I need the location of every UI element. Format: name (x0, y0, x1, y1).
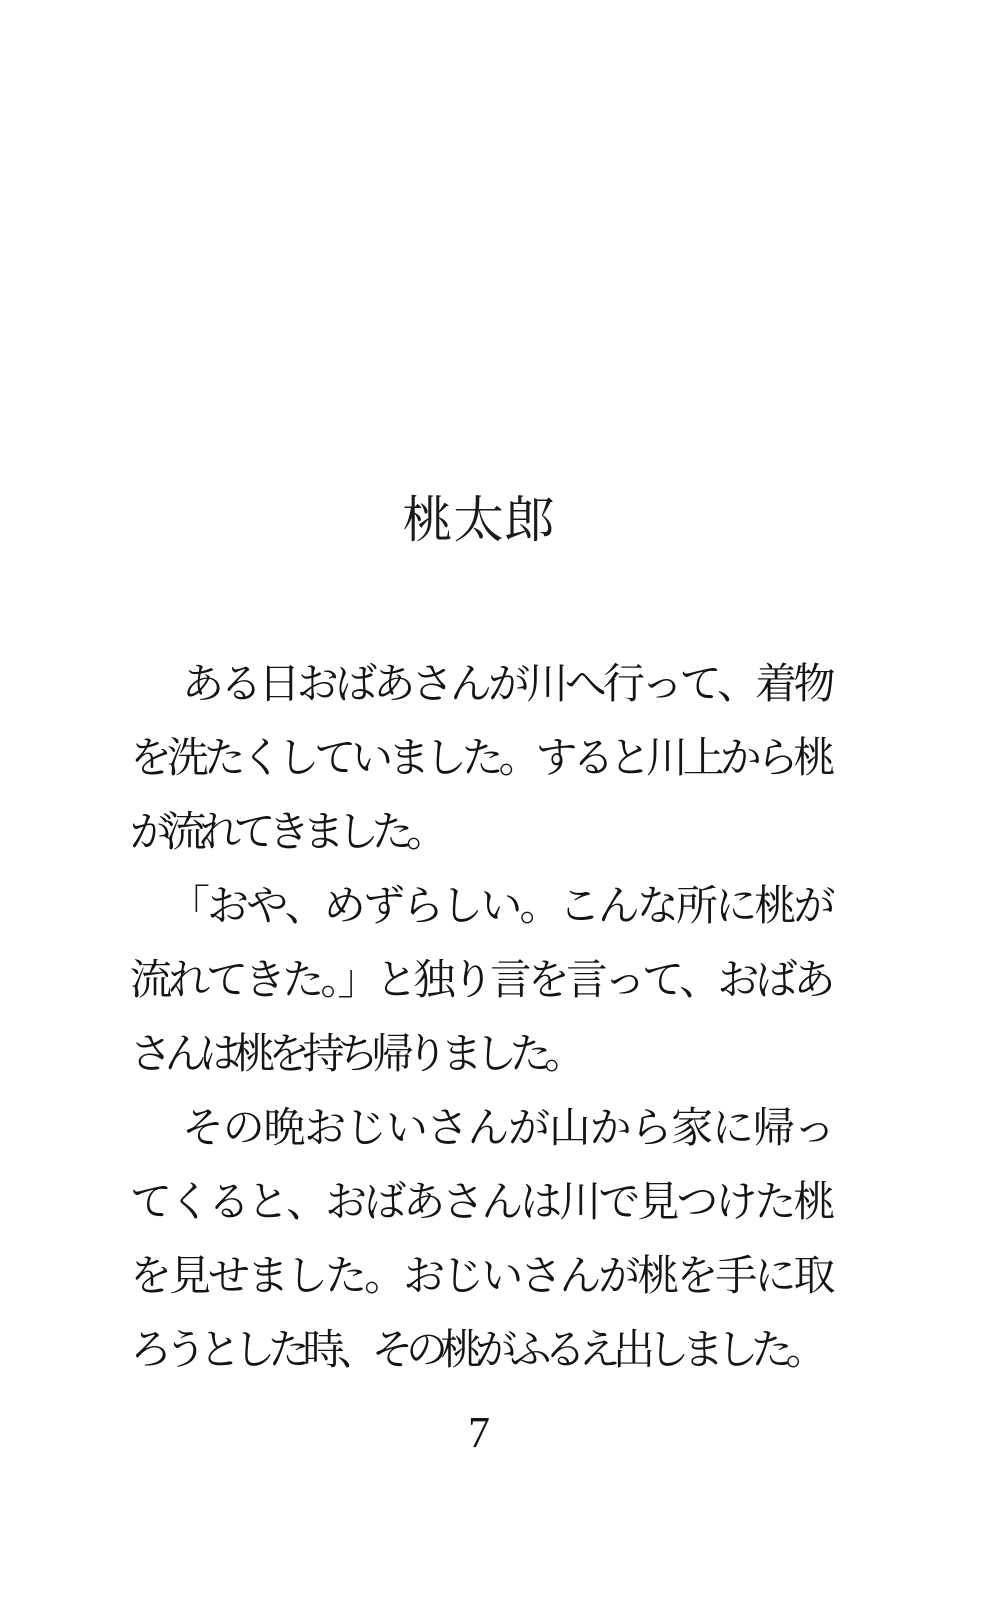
page-title: 桃太郎 (402, 492, 556, 548)
story-line: を洗たくしていました。すると川上から桃 (130, 736, 828, 782)
story-line: ろうとした時、その桃がふるえ出しました。 (130, 1328, 821, 1374)
story-line: その晩おじいさんが山から家に帰っ (182, 1106, 828, 1152)
story-line: 「おや、めずらしい。こんな所に桃が (168, 884, 828, 930)
story-line: ある日おばあさんが川へ行って、着物 (182, 662, 828, 708)
story-line: てくると、おばあさんは川で見つけた桃 (130, 1180, 828, 1226)
story-text (130, 648, 828, 1388)
story-line: を見せました。おじいさんが桃を手に取 (130, 1254, 828, 1300)
story-line: さんは桃を持ち帰りました。 (130, 1032, 579, 1078)
story-line: 流れてきた。」と独り言を言って、おばあ (130, 958, 828, 1004)
story-line: が流れてきました。 (130, 810, 441, 856)
page-number: 7 (468, 1408, 490, 1457)
